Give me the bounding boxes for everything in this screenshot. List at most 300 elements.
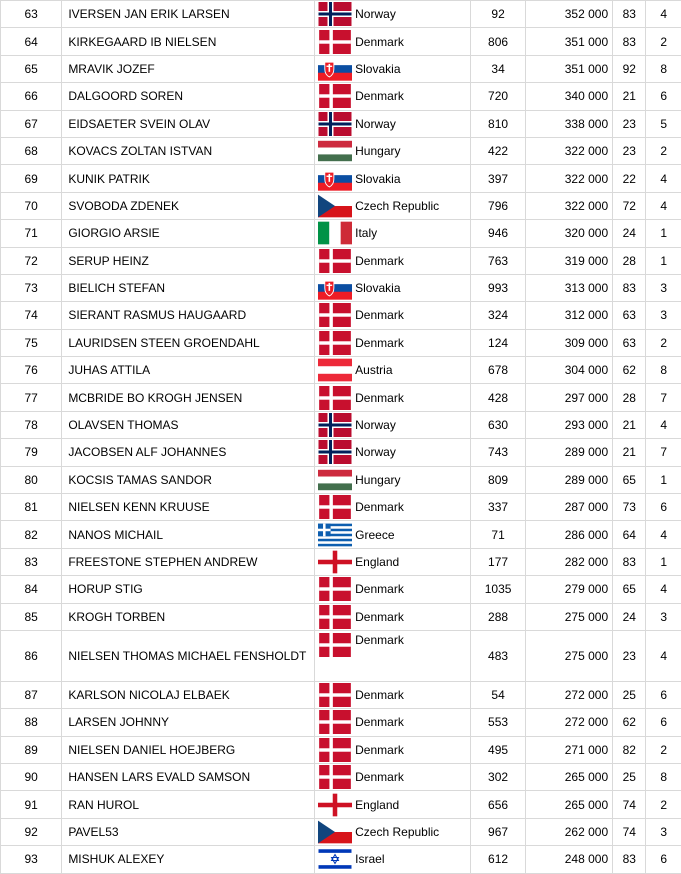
points-cell: 304 000 (526, 357, 613, 384)
stat-cell-2: 1 (646, 466, 681, 493)
points-cell: 265 000 (526, 791, 613, 818)
points-cell: 322 000 (526, 192, 613, 219)
stat-cell-2: 2 (646, 137, 681, 164)
country-name: Austria (355, 363, 392, 377)
points-cell: 272 000 (526, 681, 613, 708)
stat-cell-1: 83 (613, 846, 646, 873)
number-cell: 809 (471, 466, 526, 493)
rank-cell: 90 (1, 763, 62, 790)
country-name: Czech Republic (355, 825, 439, 839)
denmark-flag-icon (318, 30, 352, 54)
rank-cell: 86 (1, 630, 62, 681)
stat-cell-1: 74 (613, 791, 646, 818)
table-row (1, 466, 681, 493)
points-cell: 352 000 (526, 1, 613, 28)
number-cell: 177 (471, 548, 526, 575)
stat-cell-2: 8 (646, 55, 681, 82)
number-cell: 483 (471, 630, 526, 681)
country-cell (315, 302, 471, 329)
country-cell (315, 137, 471, 164)
stat-cell-1: 25 (613, 681, 646, 708)
stat-cell-2: 4 (646, 1, 681, 28)
stat-cell-1: 21 (613, 83, 646, 110)
number-cell: 397 (471, 165, 526, 192)
stat-cell-2: 4 (646, 630, 681, 681)
rank-cell: 84 (1, 576, 62, 603)
country-cell (315, 28, 471, 55)
country-cell (315, 411, 471, 438)
stat-cell-1: 64 (613, 521, 646, 548)
country-name: Denmark (355, 610, 404, 624)
player-name-cell: GIORGIO ARSIE (62, 220, 315, 247)
country-name: Denmark (355, 633, 404, 647)
stat-cell-2: 4 (646, 411, 681, 438)
table-row (1, 846, 681, 873)
player-name-cell: IVERSEN JAN ERIK LARSEN (62, 1, 315, 28)
points-cell: 272 000 (526, 709, 613, 736)
stat-cell-2: 6 (646, 494, 681, 521)
table-row (1, 165, 681, 192)
table-row (1, 548, 681, 575)
number-cell: 302 (471, 763, 526, 790)
rank-cell: 63 (1, 1, 62, 28)
points-cell: 312 000 (526, 302, 613, 329)
norway-flag-icon (318, 413, 352, 437)
points-cell: 338 000 (526, 110, 613, 137)
points-cell: 265 000 (526, 763, 613, 790)
country-name: England (355, 555, 399, 569)
number-cell: 553 (471, 709, 526, 736)
stat-cell-1: 62 (613, 357, 646, 384)
country-name: Denmark (355, 254, 404, 268)
points-cell: 262 000 (526, 818, 613, 845)
stat-cell-2: 3 (646, 603, 681, 630)
player-name-cell: LARSEN JOHNNY (62, 709, 315, 736)
table-row (1, 439, 681, 466)
country-cell (315, 439, 471, 466)
country-cell (315, 763, 471, 790)
table-row (1, 110, 681, 137)
denmark-flag-icon (318, 738, 352, 762)
points-cell: 275 000 (526, 630, 613, 681)
country-cell (315, 494, 471, 521)
table-row (1, 55, 681, 82)
points-cell: 282 000 (526, 548, 613, 575)
player-name-cell: NANOS MICHAIL (62, 521, 315, 548)
stat-cell-2: 7 (646, 439, 681, 466)
country-cell (315, 247, 471, 274)
number-cell: 71 (471, 521, 526, 548)
rank-cell: 82 (1, 521, 62, 548)
table-row (1, 274, 681, 301)
rank-cell: 92 (1, 818, 62, 845)
slovakia-flag-icon (318, 57, 352, 81)
stat-cell-1: 24 (613, 603, 646, 630)
points-cell: 286 000 (526, 521, 613, 548)
number-cell: 993 (471, 274, 526, 301)
country-cell (315, 466, 471, 493)
stat-cell-2: 5 (646, 110, 681, 137)
hungary-flag-icon (318, 139, 352, 163)
rank-cell: 65 (1, 55, 62, 82)
table-row (1, 494, 681, 521)
points-cell: 322 000 (526, 165, 613, 192)
number-cell: 810 (471, 110, 526, 137)
england-flag-icon (318, 793, 352, 817)
table-row (1, 357, 681, 384)
rank-cell: 72 (1, 247, 62, 274)
table-row (1, 576, 681, 603)
rank-cell: 73 (1, 274, 62, 301)
number-cell: 428 (471, 384, 526, 411)
player-name-cell: LAURIDSEN STEEN GROENDAHL (62, 329, 315, 356)
rank-cell: 91 (1, 791, 62, 818)
player-name-cell: NIELSEN KENN KRUUSE (62, 494, 315, 521)
rank-cell: 89 (1, 736, 62, 763)
denmark-flag-icon (318, 605, 352, 629)
player-name-cell: NIELSEN THOMAS MICHAEL FENSHOLDT (62, 630, 315, 681)
country-name: Norway (355, 418, 396, 432)
rank-cell: 64 (1, 28, 62, 55)
czech-flag-icon (318, 820, 352, 844)
stat-cell-2: 4 (646, 576, 681, 603)
stat-cell-2: 1 (646, 247, 681, 274)
country-cell (315, 791, 471, 818)
stat-cell-1: 63 (613, 329, 646, 356)
points-cell: 313 000 (526, 274, 613, 301)
country-cell (315, 55, 471, 82)
stat-cell-1: 63 (613, 302, 646, 329)
denmark-flag-icon (318, 765, 352, 789)
country-cell (315, 83, 471, 110)
greece-flag-icon (318, 523, 352, 547)
country-cell (315, 165, 471, 192)
denmark-flag-icon (318, 683, 352, 707)
country-cell (315, 548, 471, 575)
country-name: Denmark (355, 308, 404, 322)
stat-cell-1: 65 (613, 576, 646, 603)
rank-cell: 70 (1, 192, 62, 219)
country-cell (315, 709, 471, 736)
country-name: Greece (355, 528, 394, 542)
stat-cell-1: 82 (613, 736, 646, 763)
denmark-flag-icon (318, 303, 352, 327)
player-name-cell: KARLSON NICOLAJ ELBAEK (62, 681, 315, 708)
stat-cell-1: 25 (613, 763, 646, 790)
rank-cell: 80 (1, 466, 62, 493)
table-row (1, 384, 681, 411)
points-cell: 340 000 (526, 83, 613, 110)
rank-cell: 79 (1, 439, 62, 466)
country-cell (315, 220, 471, 247)
stat-cell-1: 65 (613, 466, 646, 493)
stat-cell-1: 83 (613, 274, 646, 301)
country-name: Italy (355, 226, 377, 240)
number-cell: 720 (471, 83, 526, 110)
table-row (1, 603, 681, 630)
country-cell (315, 736, 471, 763)
stat-cell-1: 23 (613, 630, 646, 681)
country-cell (315, 110, 471, 137)
austria-flag-icon (318, 358, 352, 382)
rank-cell: 74 (1, 302, 62, 329)
stat-cell-1: 83 (613, 28, 646, 55)
country-name: Norway (355, 117, 396, 131)
country-name: Denmark (355, 770, 404, 784)
country-name: Denmark (355, 35, 404, 49)
points-cell: 248 000 (526, 846, 613, 873)
stat-cell-2: 1 (646, 548, 681, 575)
player-name-cell: KIRKEGAARD IB NIELSEN (62, 28, 315, 55)
number-cell: 612 (471, 846, 526, 873)
points-cell: 289 000 (526, 439, 613, 466)
norway-flag-icon (318, 112, 352, 136)
number-cell: 1035 (471, 576, 526, 603)
table-row (1, 709, 681, 736)
number-cell: 678 (471, 357, 526, 384)
number-cell: 288 (471, 603, 526, 630)
player-name-cell: SVOBODA ZDENEK (62, 192, 315, 219)
player-name-cell: MRAVIK JOZEF (62, 55, 315, 82)
country-cell (315, 521, 471, 548)
stat-cell-1: 62 (613, 709, 646, 736)
stat-cell-2: 8 (646, 357, 681, 384)
points-cell: 297 000 (526, 384, 613, 411)
stat-cell-1: 83 (613, 548, 646, 575)
rank-cell: 76 (1, 357, 62, 384)
country-name: Denmark (355, 391, 404, 405)
stat-cell-2: 7 (646, 384, 681, 411)
stat-cell-1: 21 (613, 439, 646, 466)
number-cell: 743 (471, 439, 526, 466)
rank-cell: 85 (1, 603, 62, 630)
hungary-flag-icon (318, 468, 352, 492)
rank-cell: 75 (1, 329, 62, 356)
czech-flag-icon (318, 194, 352, 218)
denmark-flag-icon (318, 331, 352, 355)
number-cell: 796 (471, 192, 526, 219)
player-name-cell: HANSEN LARS EVALD SAMSON (62, 763, 315, 790)
stat-cell-1: 23 (613, 110, 646, 137)
stat-cell-2: 4 (646, 165, 681, 192)
rank-cell: 87 (1, 681, 62, 708)
country-cell (315, 846, 471, 873)
rank-cell: 68 (1, 137, 62, 164)
rank-cell: 88 (1, 709, 62, 736)
denmark-flag-icon (318, 495, 352, 519)
player-name-cell: KOVACS ZOLTAN ISTVAN (62, 137, 315, 164)
number-cell: 92 (471, 1, 526, 28)
stat-cell-1: 21 (613, 411, 646, 438)
table-row (1, 411, 681, 438)
country-name: Hungary (355, 144, 400, 158)
number-cell: 34 (471, 55, 526, 82)
italy-flag-icon (318, 221, 352, 245)
stat-cell-2: 6 (646, 709, 681, 736)
player-name-cell: BIELICH STEFAN (62, 274, 315, 301)
country-cell (315, 274, 471, 301)
rank-cell: 67 (1, 110, 62, 137)
points-cell: 275 000 (526, 603, 613, 630)
rank-cell: 93 (1, 846, 62, 873)
number-cell: 967 (471, 818, 526, 845)
number-cell: 763 (471, 247, 526, 274)
points-cell: 351 000 (526, 28, 613, 55)
stat-cell-1: 24 (613, 220, 646, 247)
stat-cell-1: 72 (613, 192, 646, 219)
table-row (1, 763, 681, 790)
number-cell: 337 (471, 494, 526, 521)
number-cell: 806 (471, 28, 526, 55)
stat-cell-2: 1 (646, 220, 681, 247)
country-cell (315, 329, 471, 356)
slovakia-flag-icon (318, 167, 352, 191)
player-name-cell: PAVEL53 (62, 818, 315, 845)
stat-cell-2: 4 (646, 192, 681, 219)
table-row (1, 220, 681, 247)
number-cell: 124 (471, 329, 526, 356)
rank-cell: 78 (1, 411, 62, 438)
country-name: Slovakia (355, 62, 400, 76)
points-cell: 279 000 (526, 576, 613, 603)
table-row (1, 302, 681, 329)
stat-cell-2: 4 (646, 521, 681, 548)
country-name: Denmark (355, 89, 404, 103)
country-cell (315, 630, 471, 681)
player-name-cell: MCBRIDE BO KROGH JENSEN (62, 384, 315, 411)
country-cell (315, 818, 471, 845)
denmark-flag-icon (318, 386, 352, 410)
country-cell (315, 357, 471, 384)
country-cell (315, 1, 471, 28)
points-cell: 319 000 (526, 247, 613, 274)
stat-cell-2: 2 (646, 791, 681, 818)
denmark-flag-icon (318, 249, 352, 273)
number-cell: 324 (471, 302, 526, 329)
number-cell: 422 (471, 137, 526, 164)
number-cell: 495 (471, 736, 526, 763)
number-cell: 54 (471, 681, 526, 708)
rank-cell: 77 (1, 384, 62, 411)
country-name: Slovakia (355, 281, 400, 295)
country-name: Denmark (355, 582, 404, 596)
table-row (1, 83, 681, 110)
country-cell (315, 192, 471, 219)
norway-flag-icon (318, 440, 352, 464)
slovakia-flag-icon (318, 276, 352, 300)
ranking-table-body (1, 1, 681, 874)
country-name: England (355, 798, 399, 812)
player-name-cell: EIDSAETER SVEIN OLAV (62, 110, 315, 137)
rank-cell: 81 (1, 494, 62, 521)
country-name: Norway (355, 445, 396, 459)
player-name-cell: HORUP STIG (62, 576, 315, 603)
table-row (1, 137, 681, 164)
stat-cell-1: 28 (613, 247, 646, 274)
country-cell (315, 384, 471, 411)
country-cell (315, 603, 471, 630)
stat-cell-1: 28 (613, 384, 646, 411)
stat-cell-2: 6 (646, 846, 681, 873)
table-row (1, 329, 681, 356)
player-name-cell: SIERANT RASMUS HAUGAARD (62, 302, 315, 329)
stat-cell-1: 83 (613, 1, 646, 28)
country-name: Slovakia (355, 172, 400, 186)
country-cell (315, 681, 471, 708)
stat-cell-1: 23 (613, 137, 646, 164)
rank-cell: 66 (1, 83, 62, 110)
points-cell: 351 000 (526, 55, 613, 82)
country-cell (315, 576, 471, 603)
table-row (1, 247, 681, 274)
number-cell: 630 (471, 411, 526, 438)
number-cell: 656 (471, 791, 526, 818)
player-name-cell: MISHUK ALEXEY (62, 846, 315, 873)
denmark-flag-icon (318, 710, 352, 734)
stat-cell-2: 6 (646, 681, 681, 708)
table-row (1, 521, 681, 548)
player-name-cell: KROGH TORBEN (62, 603, 315, 630)
stat-cell-2: 3 (646, 302, 681, 329)
rank-cell: 71 (1, 220, 62, 247)
denmark-flag-icon (318, 633, 352, 657)
player-name-cell: KUNIK PATRIK (62, 165, 315, 192)
stat-cell-2: 3 (646, 818, 681, 845)
stat-cell-2: 8 (646, 763, 681, 790)
denmark-flag-icon (318, 577, 352, 601)
player-name-cell: JACOBSEN ALF JOHANNES (62, 439, 315, 466)
stat-cell-2: 2 (646, 329, 681, 356)
country-name: Israel (355, 852, 384, 866)
table-row (1, 791, 681, 818)
points-cell: 322 000 (526, 137, 613, 164)
player-name-cell: DALGOORD SOREN (62, 83, 315, 110)
player-name-cell: FREESTONE STEPHEN ANDREW (62, 548, 315, 575)
stat-cell-2: 3 (646, 274, 681, 301)
england-flag-icon (318, 550, 352, 574)
country-name: Denmark (355, 500, 404, 514)
norway-flag-icon (318, 2, 352, 26)
player-name-cell: JUHAS ATTILA (62, 357, 315, 384)
points-cell: 287 000 (526, 494, 613, 521)
stat-cell-2: 6 (646, 83, 681, 110)
rank-cell: 69 (1, 165, 62, 192)
player-name-cell: NIELSEN DANIEL HOEJBERG (62, 736, 315, 763)
table-row (1, 818, 681, 845)
stat-cell-2: 2 (646, 28, 681, 55)
stat-cell-1: 22 (613, 165, 646, 192)
country-name: Czech Republic (355, 199, 439, 213)
stat-cell-1: 74 (613, 818, 646, 845)
israel-flag-icon (318, 847, 352, 871)
table-row (1, 1, 681, 28)
points-cell: 293 000 (526, 411, 613, 438)
table-row (1, 630, 681, 681)
table-row (1, 28, 681, 55)
player-name-cell: OLAVSEN THOMAS (62, 411, 315, 438)
table-row (1, 192, 681, 219)
points-cell: 320 000 (526, 220, 613, 247)
number-cell: 946 (471, 220, 526, 247)
stat-cell-2: 2 (646, 736, 681, 763)
player-name-cell: SERUP HEINZ (62, 247, 315, 274)
country-name: Denmark (355, 715, 404, 729)
stat-cell-1: 92 (613, 55, 646, 82)
table-row (1, 736, 681, 763)
country-name: Denmark (355, 743, 404, 757)
denmark-flag-icon (318, 84, 352, 108)
stat-cell-1: 73 (613, 494, 646, 521)
